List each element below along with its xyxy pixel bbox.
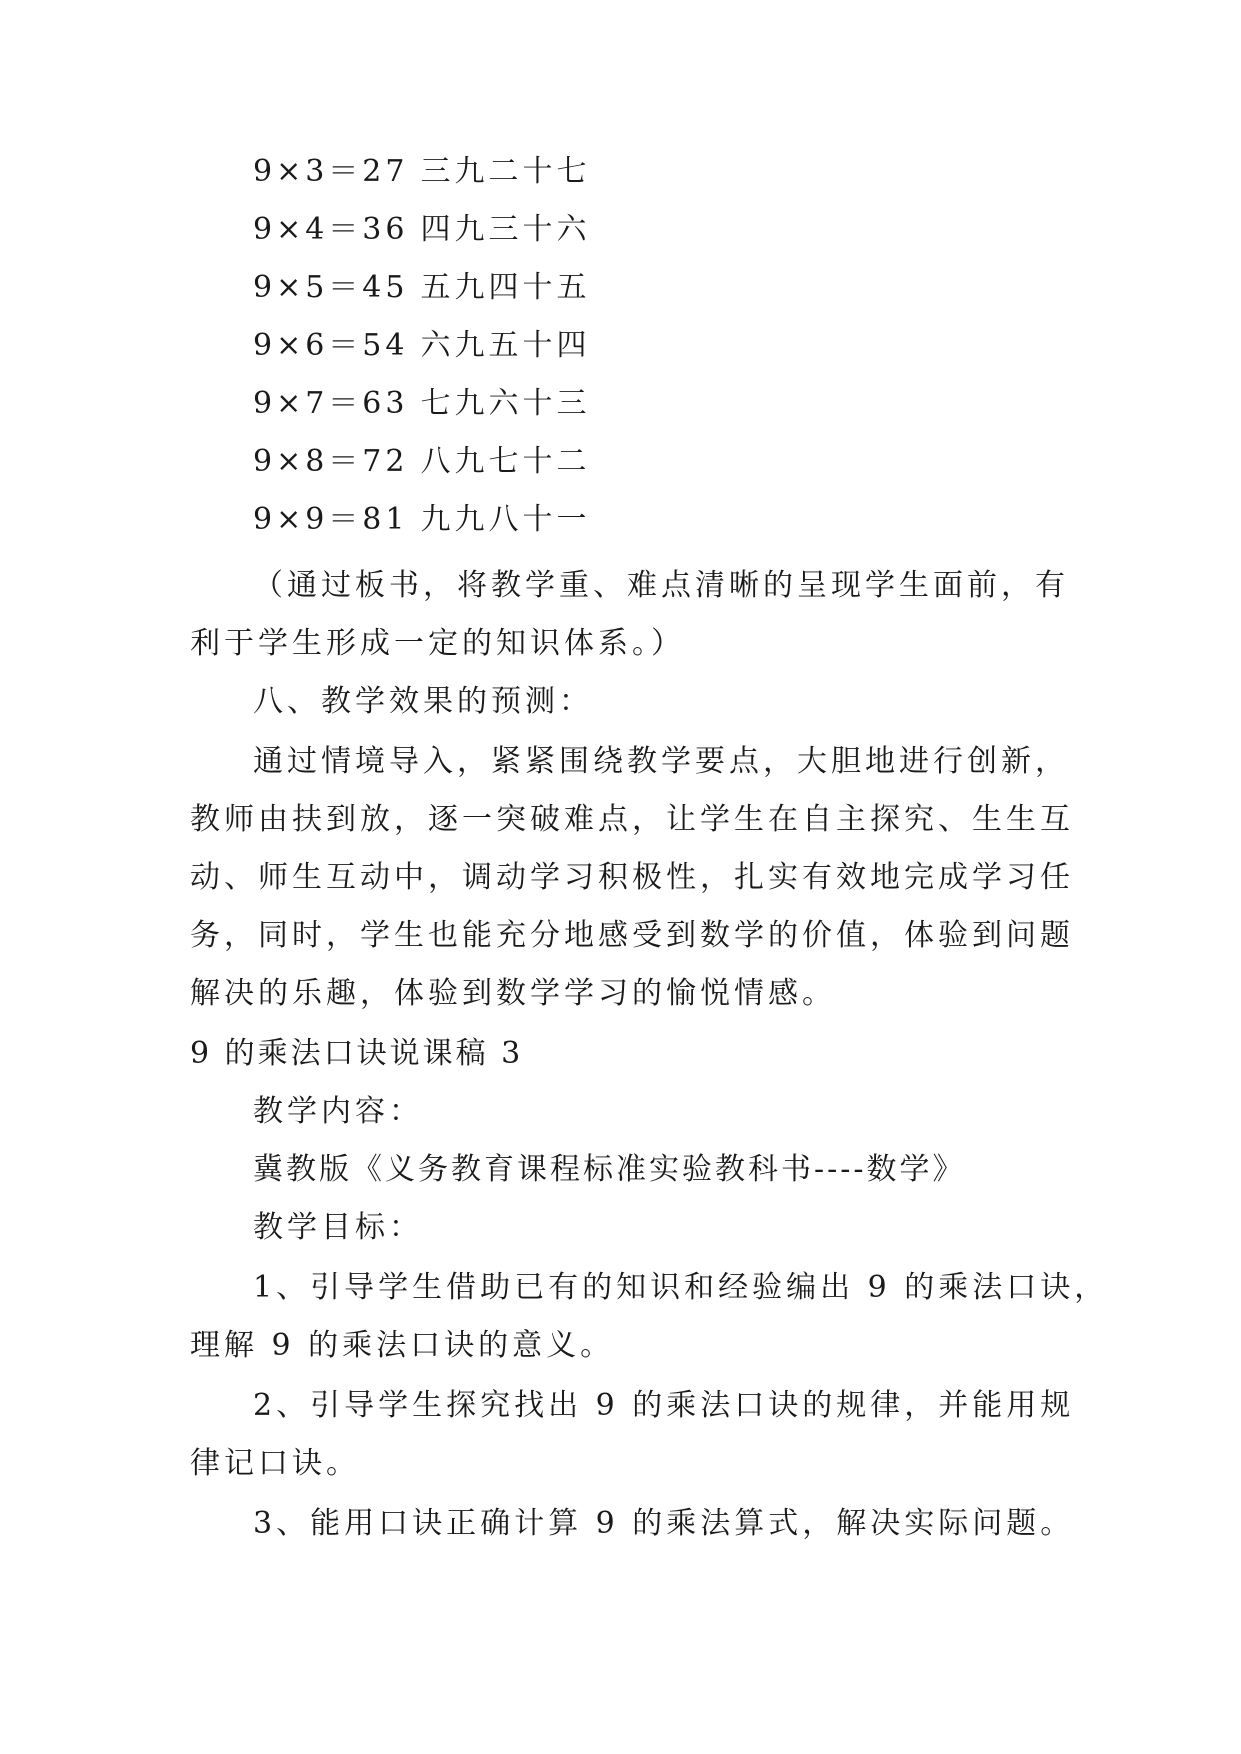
- equation: 9×3＝27: [253, 154, 409, 189]
- goal-item: 1、引导学生借助已有的知识和经验编出 9 的乘法口诀，: [253, 1270, 1109, 1305]
- goal-item: 2、引导学生探究找出 9 的乘法口诀的规律，并能用规: [253, 1388, 1075, 1423]
- rhyme: 五九四十五: [420, 270, 591, 305]
- equation: 9×5＝45: [253, 270, 409, 305]
- draft-title: 9 的乘法口诀说课稿 3: [190, 1036, 524, 1071]
- board-note-line: （通过板书，将教学重、难点清晰的呈现学生面前，有: [253, 568, 1069, 603]
- rhyme: 四九三十六: [420, 212, 591, 247]
- table-row: [253, 500, 1133, 540]
- paragraph-line: 教师由扶到放，逐一突破难点，让学生在自主探究、生生互: [190, 802, 1074, 837]
- table-row: [253, 384, 1133, 424]
- rhyme: 九九八十一: [420, 502, 591, 537]
- paragraph-line: 务，同时，学生也能充分地感受到数学的价值，体验到问题: [190, 918, 1074, 953]
- table-row: [253, 268, 1133, 308]
- equation: 9×4＝36: [253, 212, 409, 247]
- paragraph-line: 通过情境导入，紧紧围绕教学要点，大胆地进行创新，: [253, 744, 1069, 779]
- rhyme: 六九五十四: [420, 328, 591, 363]
- rhyme: 七九六十三: [420, 386, 591, 421]
- equation: 9×7＝63: [253, 386, 409, 421]
- table-row: [253, 326, 1133, 366]
- content-heading: 教学内容：: [253, 1094, 423, 1129]
- equation: 9×9＝81: [253, 502, 409, 537]
- goal-item-continued: 律记口诀。: [190, 1446, 360, 1481]
- paragraph-line: 动、师生互动中，调动学习积极性，扎实有效地完成学习任: [190, 860, 1074, 895]
- section-heading: 八、教学效果的预测：: [253, 684, 593, 719]
- paragraph-line: 解决的乐趣，体验到数学学习的愉悦情感。: [190, 976, 836, 1011]
- content-text: 冀教版《义务教育课程标准实验教科书----数学》: [253, 1152, 966, 1187]
- goal-item: 3、能用口诀正确计算 9 的乘法算式，解决实际问题。: [253, 1506, 1075, 1541]
- board-note-line: 利于学生形成一定的知识体系。）: [190, 626, 685, 661]
- goal-item-continued: 理解 9 的乘法口诀的意义。: [190, 1328, 615, 1363]
- rhyme: 八九七十二: [420, 444, 591, 479]
- goals-heading: 教学目标：: [253, 1210, 423, 1245]
- equation: 9×8＝72: [253, 444, 409, 479]
- rhyme: 三九二十七: [420, 154, 591, 189]
- table-row: [253, 442, 1133, 482]
- equation: 9×6＝54: [253, 328, 409, 363]
- table-row: [253, 210, 1133, 250]
- table-row: [253, 152, 1133, 192]
